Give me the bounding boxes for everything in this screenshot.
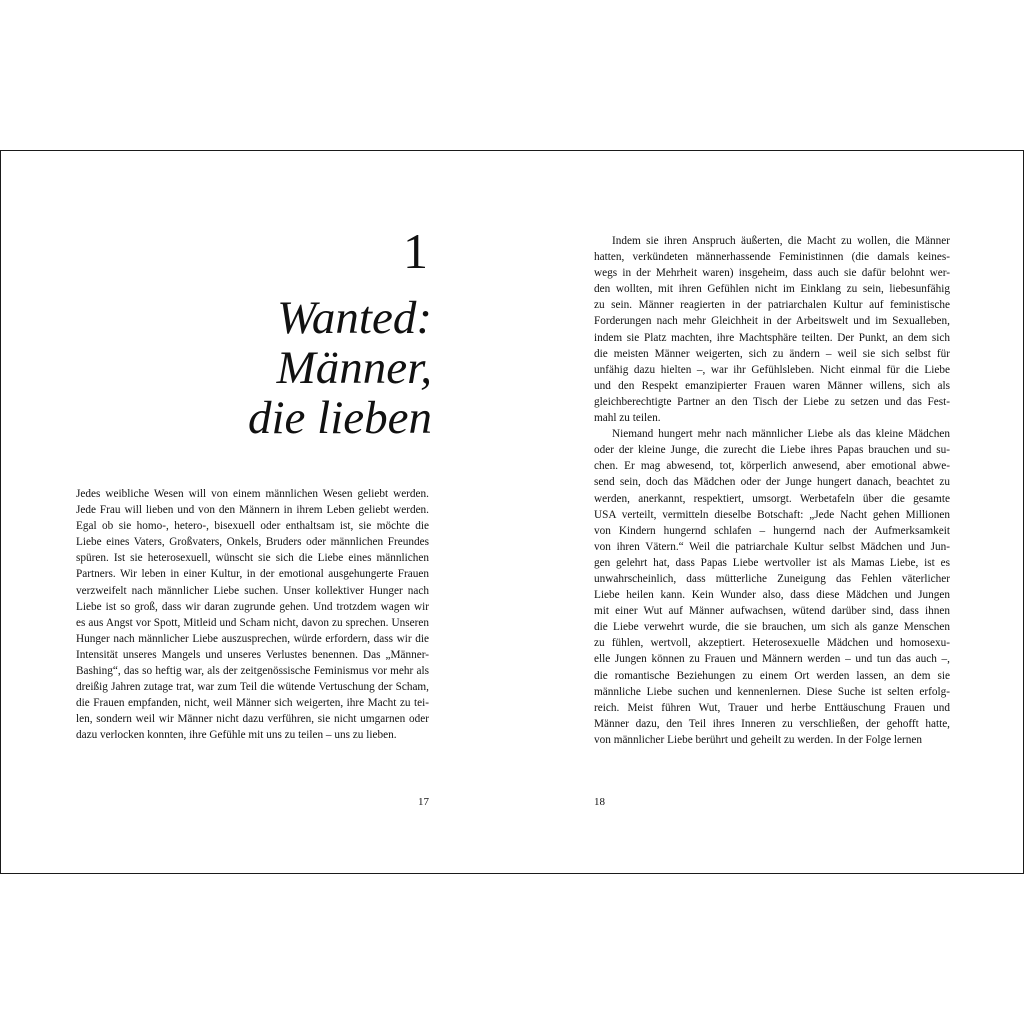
text-line: spüren. Ist sie heterosexuell, wünscht sie sich die Liebe eines männlichen <box>76 552 429 565</box>
text-line: es aus Angst vor Spott, Mitleid und Scham nicht, davon zu sprechen. Unseren <box>76 616 429 629</box>
text-line: send sein, doch das Mädchen oder der Junge hungert danach, beachtet zu <box>594 476 950 489</box>
text-line: mahl zu teilen. <box>594 412 661 425</box>
text-line: Intensität unseres Mangels und unseres Verlustes benennen. Das „Männer- <box>76 648 429 661</box>
text-line: mit einer Wut auf Männer aufwachsen, wütend darüber sind, dass ihnen <box>594 605 950 618</box>
text-line: zu sein. Männer reagierten in der patriarchalen Kultur auf feministische <box>594 299 950 312</box>
text-line: dazu verlocken konnten, ihre Gefühle mit uns zu teilen – uns zu lieben. <box>76 729 397 742</box>
text-line: Niemand hungert mehr nach männlicher Liebe als das kleine Mädchen <box>612 428 950 441</box>
text-line: unfähig dazu hielten –, war ihr Gefühlsleben. Nicht einmal für die Liebe <box>594 363 950 376</box>
text-line: Partners. Wir leben in einer Kultur, in der emotional ausgehungerte Frauen <box>76 568 429 581</box>
left-page <box>1 151 512 873</box>
text-line: hatten, verkündeten männerhassende Feministinnen (die damals keines- <box>594 251 950 264</box>
text-line: Liebe heilen kann. Kein Wunder also, dass diese Mädchen und Jungen <box>594 589 950 602</box>
text-line: Jede Frau will lieben und von den Männern in ihrem Leben geliebt werden. <box>76 504 429 517</box>
text-line: USA verteilt, vermitteln dieselbe Botschaft: „Jede Nacht gehen Millionen <box>594 508 950 521</box>
text-line: verzweifelt nach männlicher Liebe suchen. Unser kollektiver Hunger nach <box>76 584 429 597</box>
text-line: indem sie Platz machten, ihre Machtsphäre teilten. Der Punkt, an dem sich <box>594 331 950 344</box>
text-line: gen gelehrt hat, dass Papas Liebe wertvoller ist als Mamas Liebe, ist es <box>594 556 950 569</box>
text-line: dreißig Jahren zutage trat, war zum Teil die wütende Vertuschung der Scham, <box>76 681 429 694</box>
text-line: die Liebe verwehrt wurde, die sie brauchen, um sich als ganze Menschen <box>594 621 950 634</box>
chapter-title <box>248 293 432 443</box>
text-line: chen. Er mag abwesend, tot, körperlich anwesend, aber emotional abwe- <box>594 460 950 473</box>
text-line: die meisten Männer weigerten, sich zu ändern – weil sie sich selbst für <box>594 347 950 360</box>
text-line: Egal ob sie homo-, hetero-, bisexuell oder enthaltsam ist, sie möchte die <box>76 520 429 533</box>
text-line: unwahrscheinlich, dass mütterliche Zuneigung das Fehlen väterlicher <box>594 572 950 585</box>
left-body-text <box>76 486 429 744</box>
text-line: wegs in der Mehrheit waren) insgeheim, dass auch sie dafür belohnt wer- <box>594 267 950 280</box>
text-line: Männer dazu, den Teil ihres Inneren zu verschließen, der gehofft hatte, <box>594 717 950 730</box>
text-line: die romantische Beziehungen zu einem Ort werden lassen, an dem sie <box>594 669 950 682</box>
text-line: Jedes weibliche Wesen will von einem männlichen Wesen geliebt werden. <box>76 488 429 500</box>
text-line: die Frauen empfanden, nicht, weil Männer sich weigerten, ihre Macht zu tei- <box>76 697 429 710</box>
right-body-text <box>594 233 950 748</box>
text-line: Bashing“, das so heftig war, als der zeitgenössische Feminismus vor mehr als <box>76 665 429 678</box>
text-line: den wollten, mit ihren Gefühlen nicht im Einklang zu sein, liebesunfähig <box>594 283 950 296</box>
book-spread <box>0 150 1024 874</box>
chapter-number: 1 <box>403 223 428 279</box>
text-line: Liebe eines Vaters, Großvaters, Onkels, Bruders oder männlichen Freundes <box>76 536 429 549</box>
text-line: Indem sie ihren Anspruch äußerten, die Macht zu wollen, die Männer <box>612 235 950 247</box>
right-page <box>512 151 1023 873</box>
text-line: gleichberechtigte Partner an den Tisch der Liebe zu setzen und das Fest- <box>594 395 950 408</box>
text-line: Hunger nach männlicher Liebe auszusprechen, würde erfordern, dass wir die <box>76 632 429 645</box>
text-line: elle Jungen können zu Frauen und Männern werden – und tun das auch –, <box>594 653 950 666</box>
text-line: von ihren Vätern.“ Weil die patriarchale Kultur selbst Mädchen und Jun- <box>594 540 950 553</box>
text-line: len, sondern weil wir Männer nicht dazu verführen, sie nicht umgarnen oder <box>76 713 429 726</box>
text-line: Liebe ist so groß, dass wir daran zugrunde gehen. Und trotzdem wagen wir <box>76 600 429 613</box>
text-line: oder der kleine Junge, die zurecht die Liebe ihres Papas brauchen und su- <box>594 444 950 457</box>
text-line: zu fühlen, wertvoll, akzeptiert. Heterosexuelle Mädchen und homosexu- <box>594 637 950 650</box>
page-number-left: 17 <box>418 796 429 808</box>
text-line: und den Respekt emanzipierter Frauen waren Männer willens, sich als <box>594 379 950 392</box>
page-number-right: 18 <box>594 796 605 808</box>
text-line: werden, anerkannt, respektiert, umsorgt. Werbetafeln über die gesamte <box>594 492 950 505</box>
text-line: von Kindern hungernd schlafen – hungernd nach der Aufmerksamkeit <box>594 524 950 537</box>
text-line: von männlicher Liebe berührt und geheilt zu werden. In der Folge lernen <box>594 733 923 746</box>
chapter-title-line: Wanted: <box>277 292 432 344</box>
text-line: Forderungen nach mehr Gleichheit in der Arbeitswelt und im Sexualleben, <box>594 315 950 328</box>
text-line: reich. Meist führen Wut, Trauer und herbe Enttäuschung Frauen und <box>594 701 950 714</box>
chapter-title-line: die lieben <box>247 392 432 444</box>
chapter-title-line: Männer, <box>276 342 432 394</box>
text-line: männliche Liebe suchen und kennenlernen. Diese Suche ist selten erfolg- <box>594 685 950 698</box>
